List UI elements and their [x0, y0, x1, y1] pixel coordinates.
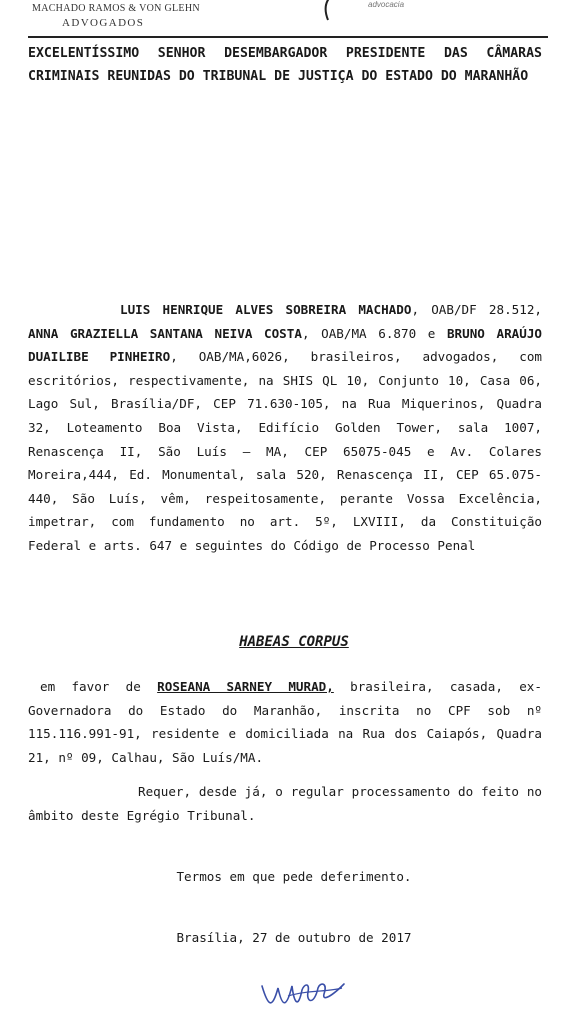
signature-icon — [258, 976, 348, 1016]
beneficiary-details: brasileira, casada, ex-Governadora do Estado do Maranhão, inscrita no CPF sob nº 115.116.991-91, residente e domiciliada na Rua dos Caiapós, Quadra 21, nº 09, Calhau, São Luís/MA. — [28, 679, 542, 765]
petitioner-name-2: ANNA GRAZIELLA SANTANA NEIVA COSTA — [28, 325, 302, 341]
document-title: HABEAS CORPUS — [239, 634, 349, 650]
addressee: EXCELENTÍSSIMO SENHOR DESEMBARGADOR PRESIDENTE DAS CÂMARAS CRIMINAIS REUNIDAS DO TRIBUNAL DE JUSTIÇA DO ESTADO DO MARANHÃO — [28, 46, 542, 84]
beneficiary-prefix: em favor de — [40, 679, 158, 694]
petitioners-details: , OAB/MA,6026, brasileiros, advogados, com escritórios, respectivamente, na SHIS QL 10, Conjunto 10, Casa 06, Lago Sul, Brasília/DF, CEP 71.630-105, na Rua Miquerinos, Quadra 32, Loteamento Boa Vista, Edifício Golden Tower, sala 1007, Renascença II, São Luís – MA, CEP 65075-045 e Av. Colares Moreira,444, Ed. Monumental, sala 520, Renascença II, CEP 65.075-440, São Luís, vêm, respeitosamente, perante Vossa Excelência, impetrar, com fundamento no art. 5º, LXVIII, da Constituição Federal e arts. 647 e seguintes do Código de Processo Penal — [28, 349, 542, 553]
logo-mark-icon — [321, 0, 335, 22]
petitioner-oab-2: , OAB/MA 6.870 e — [301, 325, 447, 341]
request-paragraph — [28, 780, 542, 827]
petitioner-oab-1: , OAB/DF 28.512, — [411, 302, 542, 317]
dateline: Brasília, 27 de outubro de 2017 — [176, 930, 412, 945]
header-rule — [28, 36, 548, 38]
petitioners-paragraph — [28, 298, 542, 558]
petitioner-name-3: BRUNO ARAÚJO DUAILIBE PINHEIRO — [28, 325, 542, 365]
beneficiary-name: ROSEANA SARNEY MURAD, — [157, 679, 334, 694]
beneficiary-paragraph — [28, 675, 542, 769]
petitioner-name-1: LUIS HENRIQUE ALVES SOBREIRA MACHADO — [120, 302, 412, 317]
logo-text: advocacia — [368, 0, 405, 9]
firm-name: MACHADO RAMOS & VON GLEHN — [32, 3, 200, 14]
request-text: Requer, desde já, o regular processamento do feito no âmbito deste Egrégio Tribunal. — [28, 784, 542, 823]
letterhead — [28, 0, 568, 34]
closing-line: Termos em que pede deferimento. — [176, 869, 412, 884]
firm-subtitle: ADVOGADOS — [62, 17, 145, 29]
